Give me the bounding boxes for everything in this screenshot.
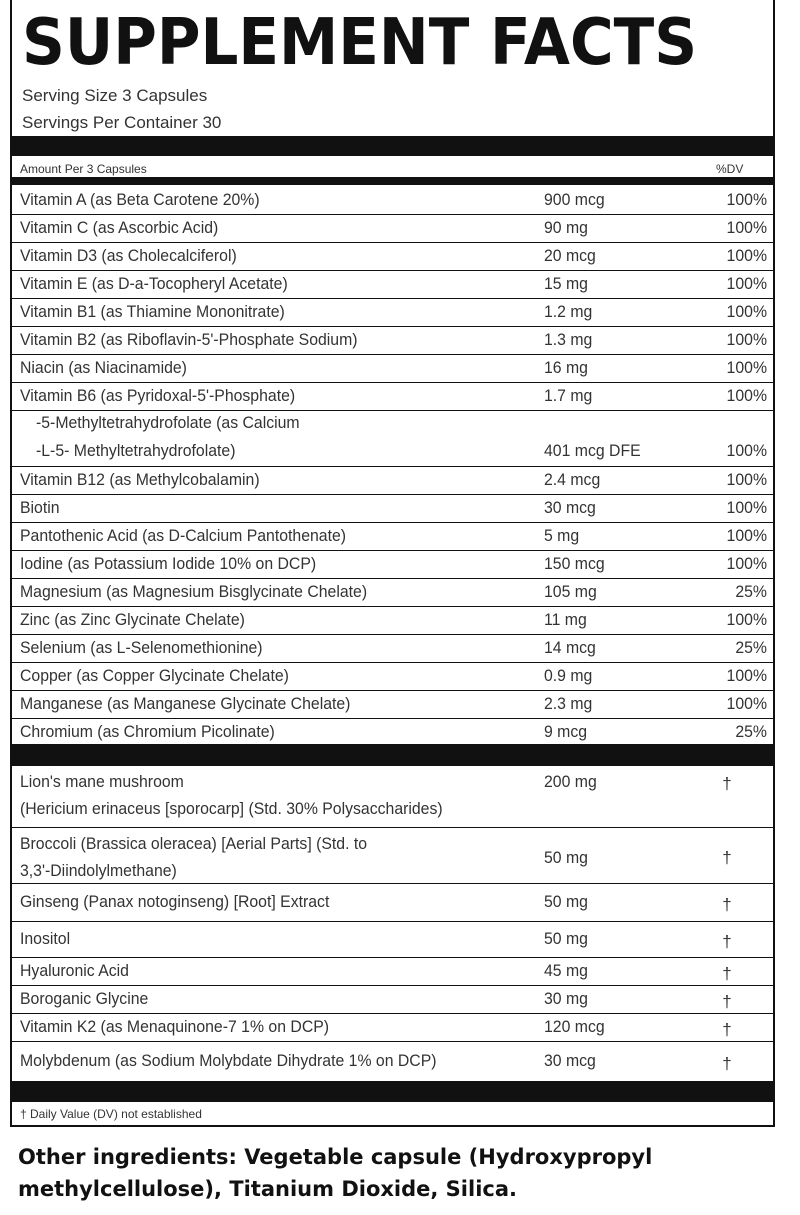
table-row [12, 1014, 773, 1042]
table-row [12, 828, 773, 884]
ingredient-amount: 50 mg [544, 929, 588, 948]
table-row [12, 922, 773, 958]
nutrient-amount: 1.3 mg [544, 330, 593, 349]
nutrient-dv: 100% [726, 694, 767, 713]
nutrient-amount: 150 mcg [544, 554, 605, 573]
nutrient-dv: 100% [726, 190, 767, 209]
table-row [12, 243, 773, 271]
ingredient-amount: 50 mg [544, 892, 588, 911]
serving-size: Serving Size 3 Capsules [22, 86, 208, 105]
table-row [12, 986, 773, 1014]
nutrient-name: Vitamin E (as D-a-Tocopheryl Acetate) [20, 274, 288, 293]
table-row [12, 215, 773, 243]
label-title: SUPPLEMENT FACTS [22, 6, 698, 80]
table-row [12, 1042, 773, 1081]
dagger-mark: † [722, 895, 732, 914]
nutrient-amount: 15 mg [544, 274, 588, 293]
dagger-mark: † [722, 992, 732, 1011]
nutrient-amount: 0.9 mg [544, 666, 593, 685]
table-row [12, 411, 773, 467]
ingredient-amount: 30 mcg [544, 1051, 596, 1070]
nutrient-dv: 100% [726, 554, 767, 573]
nutrient-name: Iodine (as Potassium Iodide 10% on DCP) [20, 554, 317, 573]
nutrient-dv: 100% [726, 386, 767, 405]
nutrient-amount: 1.7 mg [544, 386, 593, 405]
dv-header: %DV [716, 162, 744, 176]
table-row [12, 383, 773, 411]
ingredient-name: Lion's mane mushroom [20, 772, 184, 791]
nutrient-amount: 9 mcg [544, 722, 588, 741]
table-row [12, 187, 773, 215]
ingredient-name: Vitamin K2 (as Menaquinone-7 1% on DCP) [20, 1017, 330, 1036]
nutrient-amount: 20 mcg [544, 246, 596, 265]
servings-per-container: Servings Per Container 30 [22, 113, 222, 132]
nutrient-name: Vitamin B6 (as Pyridoxal-5'-Phosphate) [20, 386, 296, 405]
table-row [12, 607, 773, 635]
table-row [12, 691, 773, 719]
nutrient-name: Vitamin D3 (as Cholecalciferol) [20, 246, 237, 265]
dagger-mark: † [722, 1054, 732, 1073]
nutrient-name: Vitamin B2 (as Riboflavin-5'-Phosphate Sodium) [20, 330, 358, 349]
nutrient-dv: 25% [735, 638, 767, 657]
medium-divider [12, 177, 773, 185]
nutrient-name: -5-Methyltetrahydrofolate (as Calcium [36, 413, 300, 432]
nutrient-name: Vitamin A (as Beta Carotene 20%) [20, 190, 260, 209]
dagger-mark: † [722, 1020, 732, 1039]
nutrient-name: Vitamin C (as Ascorbic Acid) [20, 218, 219, 237]
nutrient-dv: 100% [726, 526, 767, 545]
table-row [12, 299, 773, 327]
nutrient-dv: 100% [726, 666, 767, 685]
nutrient-dv: 100% [726, 610, 767, 629]
nutrient-amount: 105 mg [544, 582, 597, 601]
nutrient-amount: 16 mg [544, 358, 588, 377]
nutrient-name: Selenium (as L-Selenomethionine) [20, 638, 263, 657]
table-row [12, 467, 773, 495]
nutrient-dv: 25% [735, 582, 767, 601]
ingredient-name: Ginseng (Panax notoginseng) [Root] Extract [20, 892, 330, 911]
table-row [12, 663, 773, 691]
nutrient-amount: 1.2 mg [544, 302, 593, 321]
nutrient-dv: 100% [726, 498, 767, 517]
nutrient-name: Magnesium (as Magnesium Bisglycinate Chelate) [20, 582, 368, 601]
nutrient-dv: 100% [726, 441, 767, 460]
nutrient-name: Pantothenic Acid (as D-Calcium Pantothenate) [20, 526, 347, 545]
thick-divider [12, 744, 773, 766]
table-row [12, 271, 773, 299]
table-row [12, 766, 773, 828]
nutrient-name: Zinc (as Zinc Glycinate Chelate) [20, 610, 245, 629]
nutrient-amount: 900 mcg [544, 190, 605, 209]
nutrient-dv: 100% [726, 358, 767, 377]
nutrient-dv: 100% [726, 218, 767, 237]
dagger-mark: † [722, 848, 732, 867]
nutrient-dv: 100% [726, 274, 767, 293]
dagger-mark: † [722, 932, 732, 951]
ingredient-amount: 50 mg [544, 848, 588, 867]
nutrient-dv: 100% [726, 246, 767, 265]
ingredient-name: Molybdenum (as Sodium Molybdate Dihydrate 1% on DCP) [20, 1051, 437, 1070]
nutrient-amount: 2.4 mcg [544, 470, 601, 489]
table-row [12, 551, 773, 579]
ingredient-name: Inositol [20, 929, 71, 948]
table-row [12, 635, 773, 663]
thick-divider [12, 136, 773, 156]
nutrient-dv: 100% [726, 302, 767, 321]
table-row [12, 355, 773, 383]
table-row [12, 958, 773, 986]
dagger-mark: † [722, 964, 732, 983]
nutrient-amount: 14 mcg [544, 638, 596, 657]
nutrient-dv: 100% [726, 330, 767, 349]
nutrient-amount: 401 mcg DFE [544, 441, 641, 460]
table-row [12, 719, 773, 746]
supplement-facts-panel [10, 0, 775, 1127]
nutrient-dv: 25% [735, 722, 767, 741]
nutrient-amount: 5 mg [544, 526, 580, 545]
table-row [12, 495, 773, 523]
ingredient-amount: 200 mg [544, 772, 597, 791]
table-row [12, 884, 773, 922]
ingredient-amount: 120 mcg [544, 1017, 605, 1036]
table-row [12, 579, 773, 607]
other-ingredients: Other ingredients: Vegetable capsule (Hydroxypropyl methylcellulose), Titanium Dioxide, Silica. [18, 1145, 653, 1201]
table-row [12, 523, 773, 551]
amount-per-header: Amount Per 3 Capsules [20, 162, 147, 176]
nutrient-dv: 100% [726, 470, 767, 489]
nutrient-name: Vitamin B1 (as Thiamine Mononitrate) [20, 302, 285, 321]
footnote: † Daily Value (DV) not established [20, 1107, 202, 1121]
nutrient-name: Biotin [20, 498, 60, 517]
nutrient-amount: 30 mcg [544, 498, 596, 517]
nutrient-name: Chromium (as Chromium Picolinate) [20, 722, 275, 741]
nutrient-amount: 2.3 mg [544, 694, 593, 713]
ingredient-name: Boroganic Glycine [20, 989, 149, 1008]
thick-divider [12, 1081, 773, 1102]
nutrient-name: Vitamin B12 (as Methylcobalamin) [20, 470, 260, 489]
nutrient-amount: 90 mg [544, 218, 588, 237]
nutrient-name: Copper (as Copper Glycinate Chelate) [20, 666, 289, 685]
nutrient-name-line2: -L-5- Methyltetrahydrofolate) [36, 441, 236, 460]
ingredient-amount: 30 mg [544, 989, 588, 1008]
nutrient-name: Manganese (as Manganese Glycinate Chelate) [20, 694, 351, 713]
ingredient-amount: 45 mg [544, 961, 588, 980]
dagger-mark: † [722, 774, 732, 793]
nutrient-name: Niacin (as Niacinamide) [20, 358, 187, 377]
ingredient-name-line2: 3,3'-Diindolylmethane) [20, 861, 177, 880]
ingredient-name: Hyaluronic Acid [20, 961, 129, 980]
ingredient-name-line2: (Hericium erinaceus [sporocarp] (Std. 30% Polysaccharides) [20, 799, 443, 818]
ingredient-name: Broccoli (Brassica oleracea) [Aerial Parts] (Std. to [20, 834, 368, 853]
nutrient-amount: 11 mg [544, 610, 587, 629]
table-row [12, 327, 773, 355]
